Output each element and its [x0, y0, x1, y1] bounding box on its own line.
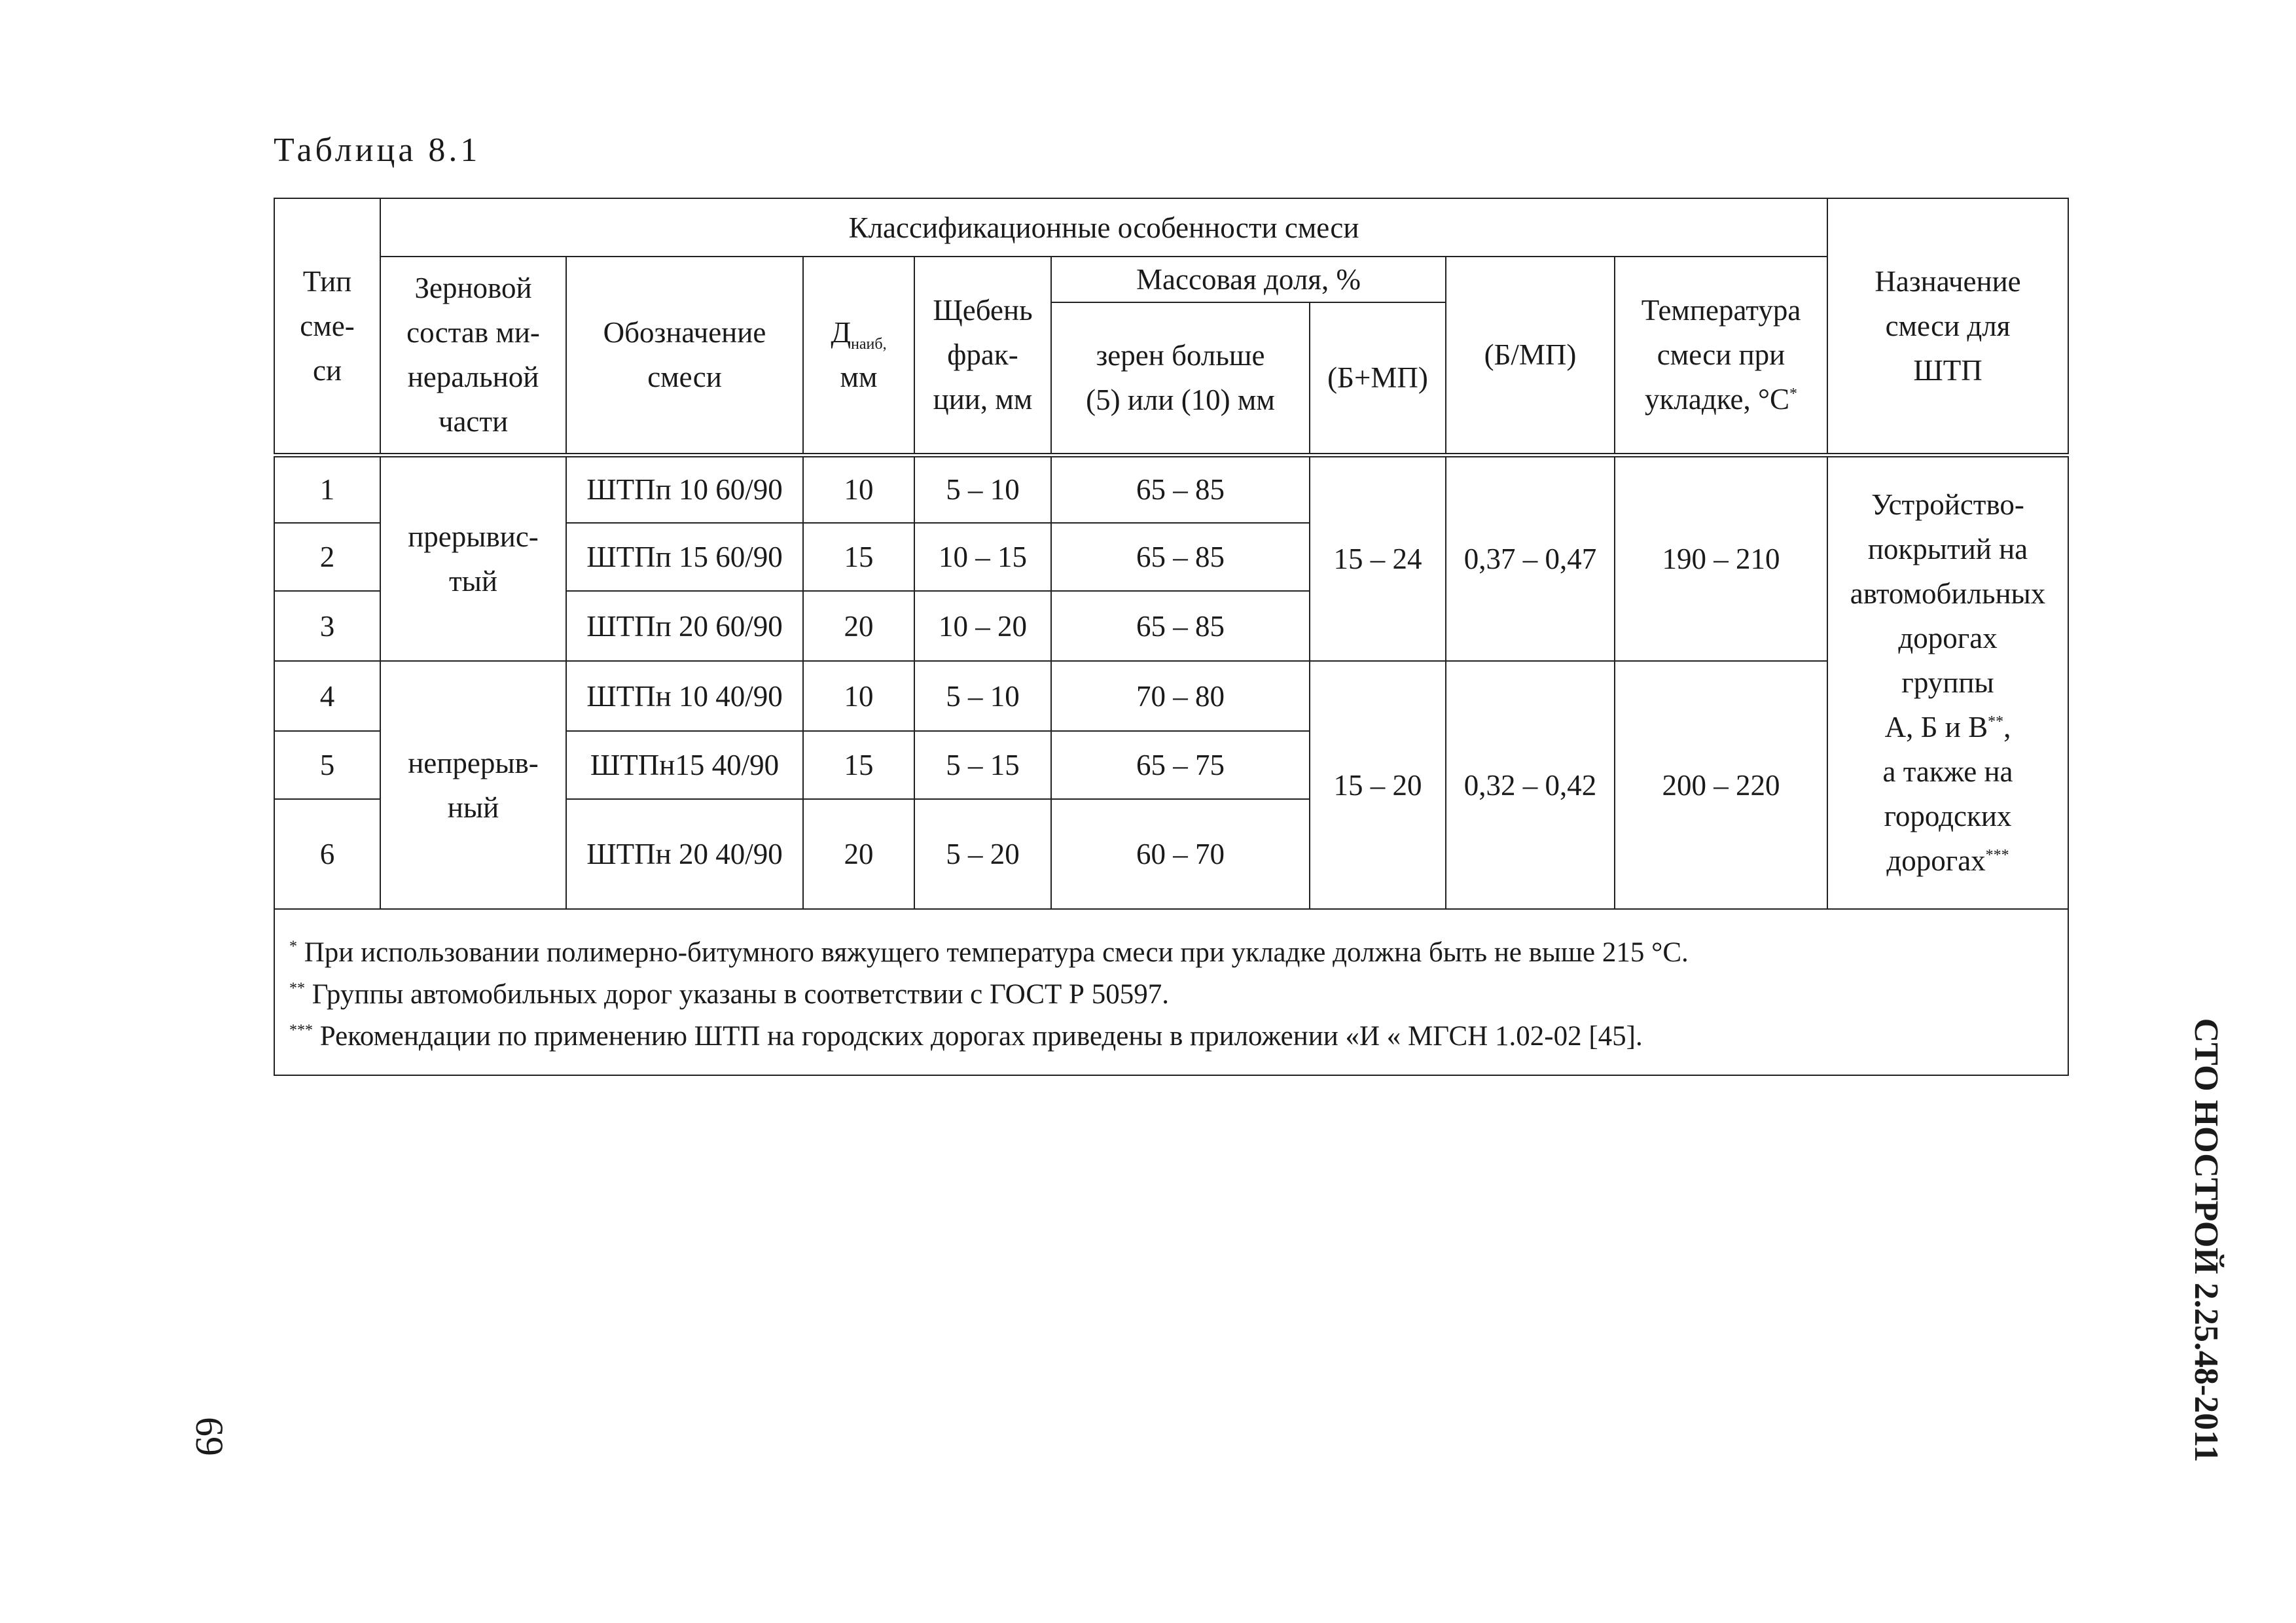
footnote: ** Группы автомобильных дорог указаны в соответствии с ГОСТ Р 50597. — [289, 979, 1169, 1010]
header-purpose: Назначение смеси для ШТП — [1827, 198, 2068, 455]
cell-crushed-stone: 10 – 20 — [914, 591, 1051, 661]
header-b-mp-ratio: (Б/МП) — [1446, 257, 1615, 455]
header-designation: Обозначение смеси — [566, 257, 803, 455]
cell-designation: ШТПп 20 60/90 — [566, 591, 803, 661]
cell-crushed-stone: 5 – 20 — [914, 799, 1051, 909]
cell-b-mp-ratio: 0,32 – 0,42 — [1446, 661, 1615, 909]
cell-grain-composition: прерывис- тый — [380, 455, 566, 661]
cell-dmax: 20 — [803, 591, 914, 661]
cell-type: 5 — [274, 731, 380, 799]
footnotes-row — [274, 909, 2068, 1075]
mix-classification-table — [274, 198, 2069, 1076]
cell-crushed-stone: 5 – 10 — [914, 661, 1051, 731]
header-dmax: $Д_{наиб,}$ мм — [803, 257, 914, 455]
cell-b-mp-sum: 15 – 24 — [1310, 455, 1446, 661]
header-grains-more: зерен больше (5) или (10) мм — [1051, 302, 1310, 455]
table-row — [274, 455, 2068, 523]
cell-dmax: 20 — [803, 799, 914, 909]
cell-designation: ШТПн 10 40/90 — [566, 661, 803, 731]
cell-grains-more: 65 – 75 — [1051, 731, 1310, 799]
table-caption: Таблица 8.1 — [274, 132, 481, 169]
cell-type: 6 — [274, 799, 380, 909]
page-number: 69 — [188, 1417, 231, 1456]
header-crushed-stone: Щебень фрак- ции, мм — [914, 257, 1051, 455]
footnote: * При использовании полимерно-битумного вяжущего температура смеси при укладке должна быть не выше 215 °С. — [289, 937, 1689, 968]
header-grain-composition: Зерновой состав ми- неральной части — [380, 257, 566, 455]
cell-grain-composition: непрерыв- ный — [380, 661, 566, 909]
cell-crushed-stone: 10 – 15 — [914, 523, 1051, 591]
header-row-2 — [274, 257, 2068, 302]
cell-grains-more: 65 – 85 — [1051, 591, 1310, 661]
cell-designation: ШТПп 10 60/90 — [566, 455, 803, 523]
cell-grains-more: 65 – 85 — [1051, 523, 1310, 591]
cell-type: 4 — [274, 661, 380, 731]
document-side-header: СТО НОСТРОЙ 2.25.48-2011 — [2187, 1018, 2225, 1463]
table-row — [274, 661, 2068, 731]
cell-designation: ШТПн15 40/90 — [566, 731, 803, 799]
cell-temperature: 190 – 210 — [1615, 455, 1827, 661]
cell-temperature: 200 – 220 — [1615, 661, 1827, 909]
cell-dmax: 10 — [803, 661, 914, 731]
cell-purpose: Устройство- покрытий на автомобильных дорогах группы А, Б и В**, а также на городских дорогах*** — [1827, 455, 2068, 909]
header-mass-share: Массовая доля, % — [1051, 257, 1446, 302]
cell-dmax: 15 — [803, 523, 914, 591]
cell-grains-more: 60 – 70 — [1051, 799, 1310, 909]
cell-designation: ШТПп 15 60/90 — [566, 523, 803, 591]
footnote: *** Рекомендации по применению ШТП на городских дорогах приведены в приложении «И « МГСН 1.02-02 [45]. — [289, 1021, 1643, 1052]
cell-grains-more: 70 – 80 — [1051, 661, 1310, 731]
cell-b-mp-sum: 15 – 20 — [1310, 661, 1446, 909]
cell-dmax: 10 — [803, 455, 914, 523]
cell-designation: ШТПн 20 40/90 — [566, 799, 803, 909]
cell-type: 2 — [274, 523, 380, 591]
cell-crushed-stone: 5 – 15 — [914, 731, 1051, 799]
cell-dmax: 15 — [803, 731, 914, 799]
header-temperature: Температура смеси при укладке, °С* — [1615, 257, 1827, 455]
footnotes — [274, 909, 2068, 1075]
header-type: Тип сме- си — [274, 198, 380, 455]
cell-type: 3 — [274, 591, 380, 661]
header-row-1 — [274, 198, 2068, 257]
header-b-mp-sum: (Б+МП) — [1310, 302, 1446, 455]
cell-grains-more: 65 – 85 — [1051, 455, 1310, 523]
cell-type: 1 — [274, 455, 380, 523]
header-classification-group: Классификационные особенности смеси — [380, 198, 1827, 257]
cell-crushed-stone: 5 – 10 — [914, 455, 1051, 523]
cell-b-mp-ratio: 0,37 – 0,47 — [1446, 455, 1615, 661]
